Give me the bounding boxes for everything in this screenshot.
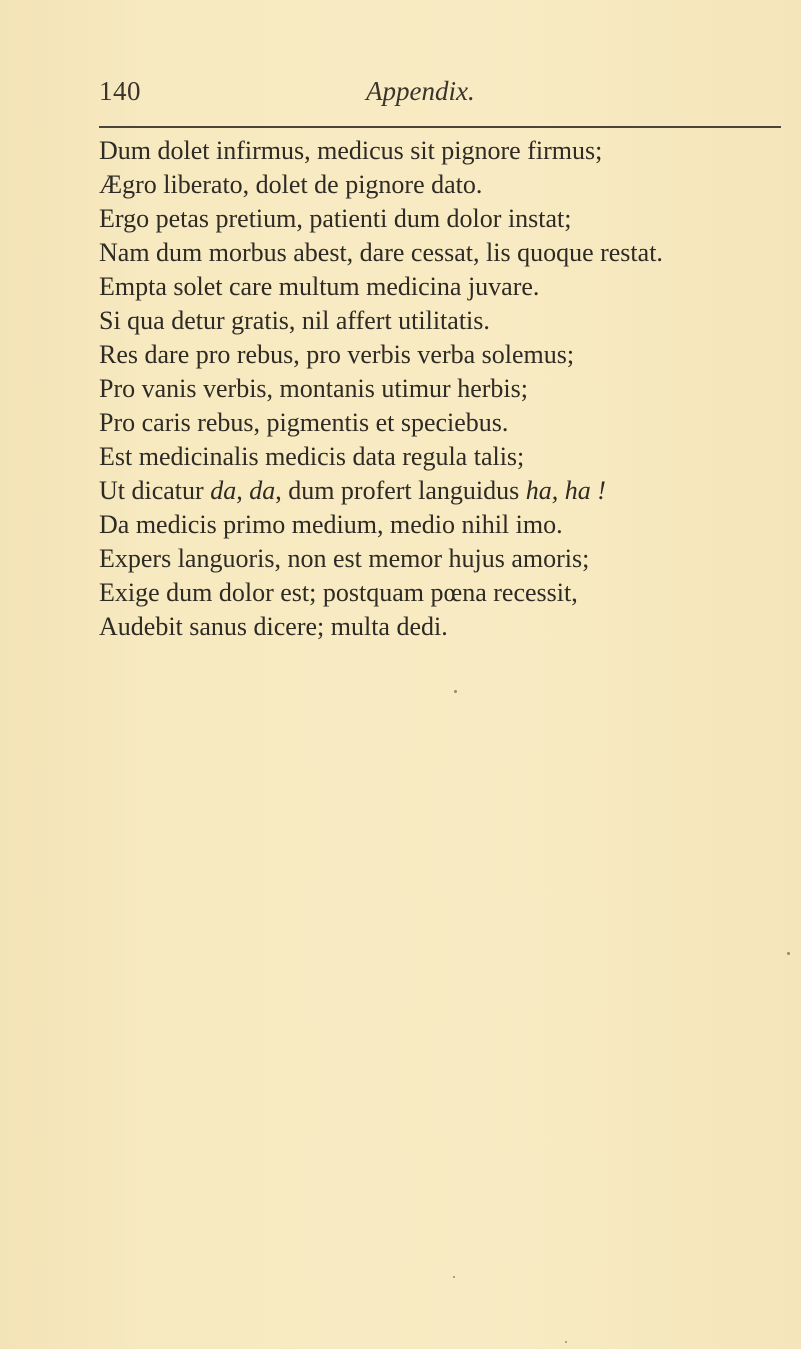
header-rule — [99, 126, 781, 128]
poem-line: Expers languoris, non est memor hujus amoris; — [99, 544, 590, 573]
italic-separator: , — [551, 476, 565, 505]
running-head: Appendix. — [366, 76, 475, 106]
poem-line-with-italics — [99, 474, 789, 508]
line-text: Ut dicatur — [99, 476, 211, 505]
poem-line: Ergo petas pretium, patienti dum dolor instat; — [99, 204, 572, 233]
poem-line: Dum dolet infirmus, medicus sit pignore firmus; — [99, 136, 603, 165]
paper-speck — [787, 952, 790, 955]
italic-word: ha ! — [564, 476, 606, 505]
poem-text — [99, 134, 789, 644]
italic-word: da — [210, 476, 237, 505]
poem-line: Audebit sanus dicere; multa dedi. — [99, 612, 448, 641]
paper-speck — [453, 1276, 455, 1278]
poem-line: Da medicis primo medium, medio nihil imo. — [99, 510, 563, 539]
poem-line: Si qua detur gratis, nil affert utilitatis. — [99, 306, 490, 335]
poem-line: Nam dum morbus abest, dare cessat, lis quoque restat. — [99, 238, 663, 267]
poem-line: Exige dum dolor est; postquam pœna recessit, — [99, 578, 578, 607]
page-header — [99, 76, 779, 116]
paper-speck — [454, 690, 457, 693]
page-number: 140 — [99, 76, 141, 106]
italic-word: da — [249, 476, 276, 505]
poem-line: Res dare pro rebus, pro verbis verba solemus; — [99, 340, 575, 369]
poem-line: Empta solet care multum medicina juvare. — [99, 272, 540, 301]
italic-separator: , — [236, 476, 250, 505]
poem-line: Ægro liberato, dolet de pignore dato. — [99, 170, 483, 199]
poem-line: Pro caris rebus, pigmentis et speciebus. — [99, 408, 509, 437]
poem-line: Est medicinalis medicis data regula talis; — [99, 442, 525, 471]
paper-speck — [565, 1341, 567, 1343]
poem-line: Pro vanis verbis, montanis utimur herbis; — [99, 374, 528, 403]
italic-word: ha — [525, 476, 552, 505]
line-text: , dum profert languidus — [275, 476, 526, 505]
